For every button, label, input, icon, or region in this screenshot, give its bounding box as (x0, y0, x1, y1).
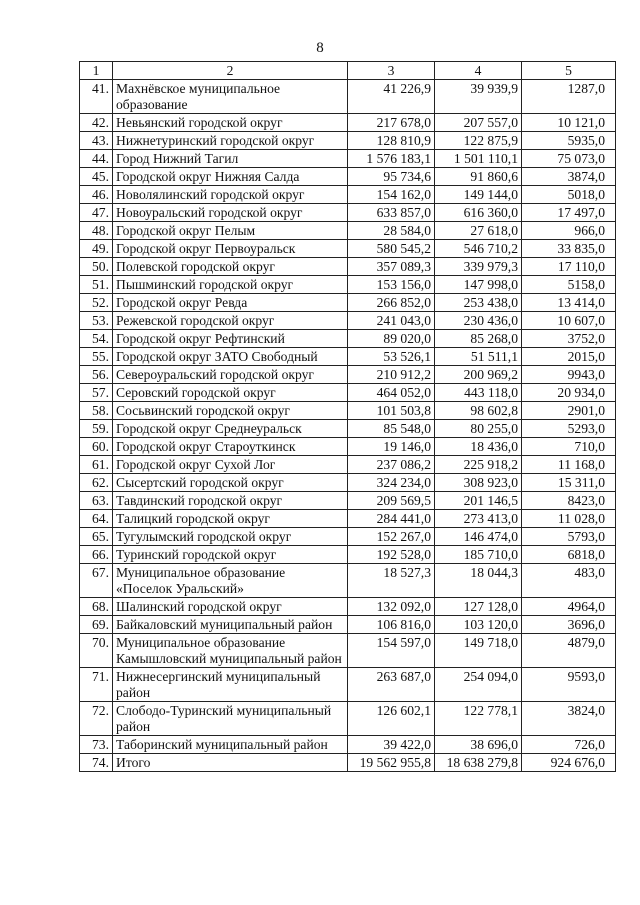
row-number: 56. (80, 366, 113, 384)
row-value-col5: 5293,0 (522, 420, 616, 438)
header-col-2: 2 (113, 62, 348, 80)
row-value-col4: 149 144,0 (435, 186, 522, 204)
table-row (80, 330, 616, 348)
row-value-col5: 3696,0 (522, 616, 616, 634)
row-value-col5: 9943,0 (522, 366, 616, 384)
row-value-col3: 19 146,0 (348, 438, 435, 456)
table-row (80, 132, 616, 150)
row-number: 66. (80, 546, 113, 564)
row-name: Сысертский городской округ (113, 474, 348, 492)
row-name: Североуральский городской округ (113, 366, 348, 384)
row-number: 52. (80, 294, 113, 312)
row-value-col4: 200 969,2 (435, 366, 522, 384)
row-value-col3: 324 234,0 (348, 474, 435, 492)
row-value-col5: 924 676,0 (522, 754, 616, 772)
row-name: Муниципальное образование «Поселок Уральский» (113, 564, 348, 598)
row-value-col3: 106 816,0 (348, 616, 435, 634)
row-number: 47. (80, 204, 113, 222)
row-value-col4: 27 618,0 (435, 222, 522, 240)
row-value-col5: 3824,0 (522, 702, 616, 736)
row-name: Муниципальное образование Камышловский муниципальный район (113, 634, 348, 668)
row-value-col5: 5018,0 (522, 186, 616, 204)
row-name: Городской округ ЗАТО Свободный (113, 348, 348, 366)
row-number: 45. (80, 168, 113, 186)
row-name: Городской округ Пелым (113, 222, 348, 240)
row-value-col5: 33 835,0 (522, 240, 616, 258)
row-value-col3: 464 052,0 (348, 384, 435, 402)
row-number: 53. (80, 312, 113, 330)
table-row (80, 276, 616, 294)
table-row (80, 420, 616, 438)
table-row (80, 114, 616, 132)
row-value-col4: 85 268,0 (435, 330, 522, 348)
table-row (80, 598, 616, 616)
table-row (80, 492, 616, 510)
row-name: Нижнетуринский городской округ (113, 132, 348, 150)
row-value-col4: 39 939,9 (435, 80, 522, 114)
row-number: 59. (80, 420, 113, 438)
row-number: 46. (80, 186, 113, 204)
row-value-col3: 39 422,0 (348, 736, 435, 754)
row-value-col5: 4964,0 (522, 598, 616, 616)
row-name: Тугулымский городской округ (113, 528, 348, 546)
row-value-col4: 546 710,2 (435, 240, 522, 258)
header-col-5: 5 (522, 62, 616, 80)
row-number: 60. (80, 438, 113, 456)
row-name: Шалинский городской округ (113, 598, 348, 616)
row-value-col4: 122 778,1 (435, 702, 522, 736)
row-value-col3: 192 528,0 (348, 546, 435, 564)
table-row (80, 186, 616, 204)
row-value-col4: 147 998,0 (435, 276, 522, 294)
table-row (80, 474, 616, 492)
table-row (80, 564, 616, 598)
row-value-col5: 3752,0 (522, 330, 616, 348)
row-number: 68. (80, 598, 113, 616)
table-row (80, 528, 616, 546)
page-number: 8 (316, 40, 324, 56)
row-value-col4: 18 436,0 (435, 438, 522, 456)
row-name: Нижнесергинский муниципальный район (113, 668, 348, 702)
row-value-col3: 128 810,9 (348, 132, 435, 150)
row-value-col3: 89 020,0 (348, 330, 435, 348)
table-row (80, 438, 616, 456)
table-row (80, 80, 616, 114)
table-row (80, 366, 616, 384)
row-number: 69. (80, 616, 113, 634)
row-name: Талицкий городской округ (113, 510, 348, 528)
row-number: 74. (80, 754, 113, 772)
row-value-col3: 126 602,1 (348, 702, 435, 736)
row-value-col3: 241 043,0 (348, 312, 435, 330)
row-number: 70. (80, 634, 113, 668)
row-value-col3: 154 597,0 (348, 634, 435, 668)
row-value-col5: 726,0 (522, 736, 616, 754)
row-value-col5: 17 110,0 (522, 258, 616, 276)
row-value-col4: 339 979,3 (435, 258, 522, 276)
row-value-col5: 5793,0 (522, 528, 616, 546)
row-value-col4: 149 718,0 (435, 634, 522, 668)
row-value-col5: 4879,0 (522, 634, 616, 668)
row-value-col5: 75 073,0 (522, 150, 616, 168)
row-name: Пышминский городской округ (113, 276, 348, 294)
header-col-4: 4 (435, 62, 522, 80)
row-value-col3: 28 584,0 (348, 222, 435, 240)
row-value-col4: 18 638 279,8 (435, 754, 522, 772)
table-row (80, 616, 616, 634)
row-value-col3: 580 545,2 (348, 240, 435, 258)
table-header-row (80, 62, 616, 80)
row-value-col5: 5935,0 (522, 132, 616, 150)
row-value-col4: 225 918,2 (435, 456, 522, 474)
row-value-col5: 2015,0 (522, 348, 616, 366)
table-row (80, 150, 616, 168)
row-value-col3: 18 527,3 (348, 564, 435, 598)
row-value-col5: 20 934,0 (522, 384, 616, 402)
row-value-col4: 103 120,0 (435, 616, 522, 634)
row-value-col3: 210 912,2 (348, 366, 435, 384)
row-number: 63. (80, 492, 113, 510)
row-number: 71. (80, 668, 113, 702)
row-value-col3: 217 678,0 (348, 114, 435, 132)
row-name: Невьянский городской округ (113, 114, 348, 132)
row-value-col5: 5158,0 (522, 276, 616, 294)
table-row (80, 668, 616, 702)
row-number: 42. (80, 114, 113, 132)
table-row (80, 312, 616, 330)
table-row (80, 168, 616, 186)
row-name: Городской округ Среднеуральск (113, 420, 348, 438)
row-value-col5: 6818,0 (522, 546, 616, 564)
row-name: Городской округ Сухой Лог (113, 456, 348, 474)
row-value-col4: 273 413,0 (435, 510, 522, 528)
row-value-col4: 230 436,0 (435, 312, 522, 330)
row-value-col5: 8423,0 (522, 492, 616, 510)
row-value-col4: 254 094,0 (435, 668, 522, 702)
row-number: 43. (80, 132, 113, 150)
header-col-3: 3 (348, 62, 435, 80)
row-value-col4: 127 128,0 (435, 598, 522, 616)
row-value-col4: 1 501 110,1 (435, 150, 522, 168)
row-number: 72. (80, 702, 113, 736)
row-number: 44. (80, 150, 113, 168)
table-row (80, 222, 616, 240)
row-number: 64. (80, 510, 113, 528)
table-row (80, 384, 616, 402)
row-name: Городской округ Ревда (113, 294, 348, 312)
table-row (80, 456, 616, 474)
row-value-col4: 18 044,3 (435, 564, 522, 598)
table-row (80, 402, 616, 420)
header-col-1: 1 (80, 62, 113, 80)
row-value-col3: 357 089,3 (348, 258, 435, 276)
row-value-col3: 132 092,0 (348, 598, 435, 616)
row-value-col4: 146 474,0 (435, 528, 522, 546)
table-row (80, 702, 616, 736)
row-name: Тавдинский городской округ (113, 492, 348, 510)
row-value-col5: 17 497,0 (522, 204, 616, 222)
row-value-col3: 19 562 955,8 (348, 754, 435, 772)
row-value-col3: 263 687,0 (348, 668, 435, 702)
table-row (80, 204, 616, 222)
table-row (80, 240, 616, 258)
row-number: 50. (80, 258, 113, 276)
row-number: 58. (80, 402, 113, 420)
row-value-col3: 153 156,0 (348, 276, 435, 294)
row-value-col3: 209 569,5 (348, 492, 435, 510)
row-value-col4: 80 255,0 (435, 420, 522, 438)
row-value-col4: 207 557,0 (435, 114, 522, 132)
row-name: Туринский городской округ (113, 546, 348, 564)
row-name: Новолялинский городской округ (113, 186, 348, 204)
row-number: 65. (80, 528, 113, 546)
row-value-col3: 41 226,9 (348, 80, 435, 114)
row-value-col3: 53 526,1 (348, 348, 435, 366)
row-value-col4: 253 438,0 (435, 294, 522, 312)
row-value-col5: 710,0 (522, 438, 616, 456)
table-row (80, 258, 616, 276)
row-name: Город Нижний Тагил (113, 150, 348, 168)
row-value-col3: 237 086,2 (348, 456, 435, 474)
row-value-col4: 616 360,0 (435, 204, 522, 222)
row-name: Новоуральский городской округ (113, 204, 348, 222)
row-number: 67. (80, 564, 113, 598)
table-row (80, 294, 616, 312)
row-value-col3: 266 852,0 (348, 294, 435, 312)
row-value-col5: 13 414,0 (522, 294, 616, 312)
row-value-col4: 51 511,1 (435, 348, 522, 366)
row-value-col5: 11 168,0 (522, 456, 616, 474)
row-value-col4: 185 710,0 (435, 546, 522, 564)
row-value-col3: 1 576 183,1 (348, 150, 435, 168)
row-value-col3: 154 162,0 (348, 186, 435, 204)
row-value-col5: 483,0 (522, 564, 616, 598)
table-row (80, 510, 616, 528)
row-number: 61. (80, 456, 113, 474)
row-value-col5: 10 607,0 (522, 312, 616, 330)
row-number: 55. (80, 348, 113, 366)
row-name: Полевской городской округ (113, 258, 348, 276)
row-value-col3: 284 441,0 (348, 510, 435, 528)
row-value-col3: 101 503,8 (348, 402, 435, 420)
row-value-col4: 201 146,5 (435, 492, 522, 510)
row-number: 51. (80, 276, 113, 294)
row-name: Байкаловский муниципальный район (113, 616, 348, 634)
row-value-col5: 1287,0 (522, 80, 616, 114)
row-value-col3: 633 857,0 (348, 204, 435, 222)
table-row (80, 634, 616, 668)
row-value-col4: 38 696,0 (435, 736, 522, 754)
row-value-col3: 152 267,0 (348, 528, 435, 546)
row-value-col5: 10 121,0 (522, 114, 616, 132)
row-number: 57. (80, 384, 113, 402)
row-name: Городской округ Первоуральск (113, 240, 348, 258)
row-name: Махнёвское муниципальное образование (113, 80, 348, 114)
row-number: 49. (80, 240, 113, 258)
row-name: Городской округ Рефтинский (113, 330, 348, 348)
table-row (80, 546, 616, 564)
row-name: Городской округ Староуткинск (113, 438, 348, 456)
row-value-col4: 443 118,0 (435, 384, 522, 402)
row-value-col4: 308 923,0 (435, 474, 522, 492)
row-number: 73. (80, 736, 113, 754)
row-name: Слободо-Туринский муниципальный район (113, 702, 348, 736)
table-row (80, 754, 616, 772)
row-value-col5: 9593,0 (522, 668, 616, 702)
table-row (80, 736, 616, 754)
row-value-col3: 95 734,6 (348, 168, 435, 186)
row-value-col5: 11 028,0 (522, 510, 616, 528)
row-number: 48. (80, 222, 113, 240)
row-value-col5: 966,0 (522, 222, 616, 240)
row-name: Итого (113, 754, 348, 772)
row-name: Режевской городской округ (113, 312, 348, 330)
table-row (80, 348, 616, 366)
row-number: 62. (80, 474, 113, 492)
row-value-col3: 85 548,0 (348, 420, 435, 438)
row-value-col5: 15 311,0 (522, 474, 616, 492)
row-name: Таборинский муниципальный район (113, 736, 348, 754)
row-value-col5: 2901,0 (522, 402, 616, 420)
row-name: Городской округ Нижняя Салда (113, 168, 348, 186)
row-name: Сосьвинский городской округ (113, 402, 348, 420)
row-value-col4: 98 602,8 (435, 402, 522, 420)
row-name: Серовский городской округ (113, 384, 348, 402)
row-value-col4: 91 860,6 (435, 168, 522, 186)
row-value-col4: 122 875,9 (435, 132, 522, 150)
row-number: 54. (80, 330, 113, 348)
data-table (79, 61, 616, 772)
row-value-col5: 3874,0 (522, 168, 616, 186)
row-number: 41. (80, 80, 113, 114)
